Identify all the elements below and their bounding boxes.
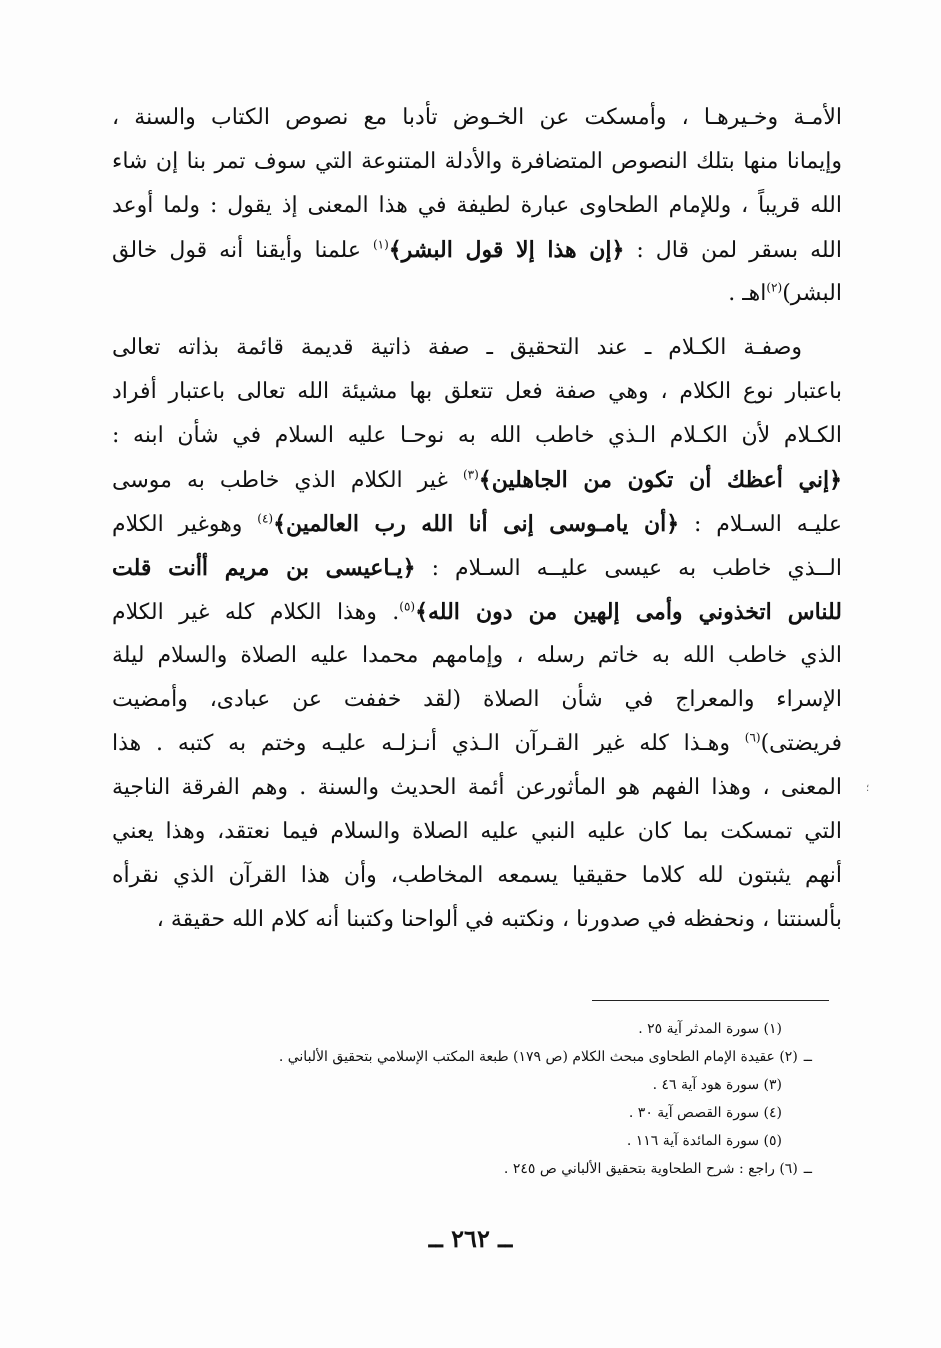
text-line <box>112 326 842 370</box>
text-run: فريضتى) <box>760 731 842 756</box>
footnote-text: (٤) سورة القصص آية ٣٠ . <box>628 1105 782 1121</box>
text-line <box>112 766 842 810</box>
text-line <box>112 370 842 414</box>
paragraph-1 <box>112 96 842 316</box>
text-run: علمنا وأيقنا أنه قول خالق <box>112 238 373 263</box>
text-line <box>112 590 842 634</box>
footnote-dash: ــ <box>803 1049 812 1065</box>
text-run: عليـه السـلام : <box>679 512 842 537</box>
text-run: بألسنتنا ، ونحفظه في صدورنا ، ونكتبه في ألواحنا وكتبنا أنه كلام الله حقيقة ، <box>156 907 842 932</box>
text-line <box>112 140 842 184</box>
quran-quote: ﴿يـاعيسى بن مريم أأنت قلت <box>112 555 416 581</box>
text-run: غير الكلام الذي خاطب به موسى <box>112 468 463 493</box>
footnote-ref: (٢) <box>766 280 783 295</box>
footnote-text: (٥) سورة المائدة آية ١١٦ . <box>626 1133 782 1149</box>
text-run: وهـذا كله غير القـرآن الـذي أنـزلـه عليـه وختم به كتبه . هذا <box>112 731 745 756</box>
text-run: وإيمانا منها بتلك النصوص المتضافرة والأدلة المتنوعة التي سوف تمر بنا إن شاء <box>112 149 842 174</box>
footnote-text: (٣) سورة هود آية ٤٦ . <box>652 1077 782 1093</box>
footnote-text: (١) سورة المدثر آية ٢٥ . <box>638 1021 782 1037</box>
paragraph-2 <box>112 326 842 942</box>
quran-quote: للناس اتخذوني وأمى إلهين من دون الله﴾ <box>415 599 842 625</box>
footnote <box>132 1127 812 1155</box>
text-line <box>112 810 842 854</box>
footnote <box>132 1071 812 1099</box>
footnote <box>132 1155 812 1183</box>
text-line <box>112 414 842 458</box>
text-run: الذي خاطب الله به خاتم رسله ، وإمامهم محمدا عليه الصلاة والسلام ليلة <box>112 643 842 668</box>
text-line <box>112 502 842 546</box>
text-run: البشر) <box>782 281 842 306</box>
text-run: الأمـة وخـيرهـا ، وأمسكت عن الخـوض تأدبا مع نصوص الكتاب والسنة ، <box>112 105 842 130</box>
text-run: الإسراء والمعراج في شأن الصلاة (لقد خففت عن عبادى، وأمضيت <box>112 687 842 712</box>
main-text <box>112 96 842 942</box>
text-line <box>112 184 842 228</box>
footnote-text: (٢) عقيدة الإمام الطحاوى مبحث الكلام (ص ١٧٩) طبعة المكتب الإسلامي بتحقيق الألباني . <box>278 1049 798 1065</box>
footnote-text: (٦) راجع : شرح الطحاوية بتحقيق الألباني ص ٢٤٥ . <box>503 1161 798 1177</box>
text-run: الكـلام لأن الكـلام الـذي خاطب الله به نوحـا عليه السلام في شأن ابنه : <box>112 423 842 448</box>
footnote <box>132 1043 812 1071</box>
text-line <box>112 634 842 678</box>
text-line <box>112 96 842 140</box>
quran-quote: ﴿إني أعظك أن تكون من الجاهلين﴾ <box>478 467 842 493</box>
footnote-ref: (٦) <box>744 730 761 745</box>
text-line <box>112 228 842 272</box>
quran-quote: ﴿إن هذا إلا قول البشر﴾ <box>388 237 625 263</box>
text-run: المعنى ، وهذا الفهم هو المأثورعن أئمة الحديث والسنة . وهم الفرقة الناجية <box>112 775 842 800</box>
text-run: باعتبار نوع الكلام ، وهي صفة فعل تتعلق بها مشيئة الله تعالى باعتبار أفراد <box>112 379 842 404</box>
footnote <box>132 1099 812 1127</box>
text-line <box>112 898 842 942</box>
footnote-ref: (١) <box>372 237 389 252</box>
text-line <box>112 678 842 722</box>
text-line <box>112 546 842 590</box>
text-line <box>112 722 842 766</box>
footnote-ref: (٤) <box>257 511 274 526</box>
footnote-ref: (٥) <box>399 599 416 614</box>
footnote-separator <box>592 1000 829 1001</box>
page-number: ــ ٢٦٢ ــ <box>428 1224 513 1253</box>
footnote-dash: ــ <box>803 1161 812 1177</box>
text-run: التي تمسكت بما كان عليه النبي عليه الصلاة والسلام فيما نعتقد، وهذا يعني <box>112 819 842 844</box>
text-run: وهوغير الكلام <box>112 512 258 537</box>
text-run: وصفـة الكـلام ـ عند التحقيق ـ صفة ذاتية قديمة قائمة بذاته تعالى <box>112 335 802 360</box>
text-line <box>112 854 842 898</box>
text-run: أنهم يثبتون لله كلاما حقيقيا يسمعه المخاطب، وأن هذا القرآن الذي نقرأه <box>112 863 842 888</box>
footnote-ref: (٣) <box>462 467 479 482</box>
text-run: الله قريباً ، وللإمام الطحاوى عبارة لطيفة في هذا المعنى إذ يقول : ولما أوعد <box>112 193 842 218</box>
text-line <box>112 272 842 316</box>
paragraph-gap <box>112 316 842 326</box>
quran-quote: ﴿أن يامـوسى إنى أنا الله رب العالمين﴾ <box>273 511 680 537</box>
text-run: الــذي خاطب به عيسى عليــه السـلام : <box>415 556 842 581</box>
footnotes <box>132 1015 812 1183</box>
margin-mark: ؛ <box>866 783 870 794</box>
text-run: اهـ . <box>728 281 767 306</box>
text-line <box>112 458 842 502</box>
text-run: الله بسقر لمن قال : <box>624 238 842 263</box>
footnote <box>132 1015 812 1043</box>
text-run: . وهذا الكلام كله غير الكلام <box>112 600 400 625</box>
